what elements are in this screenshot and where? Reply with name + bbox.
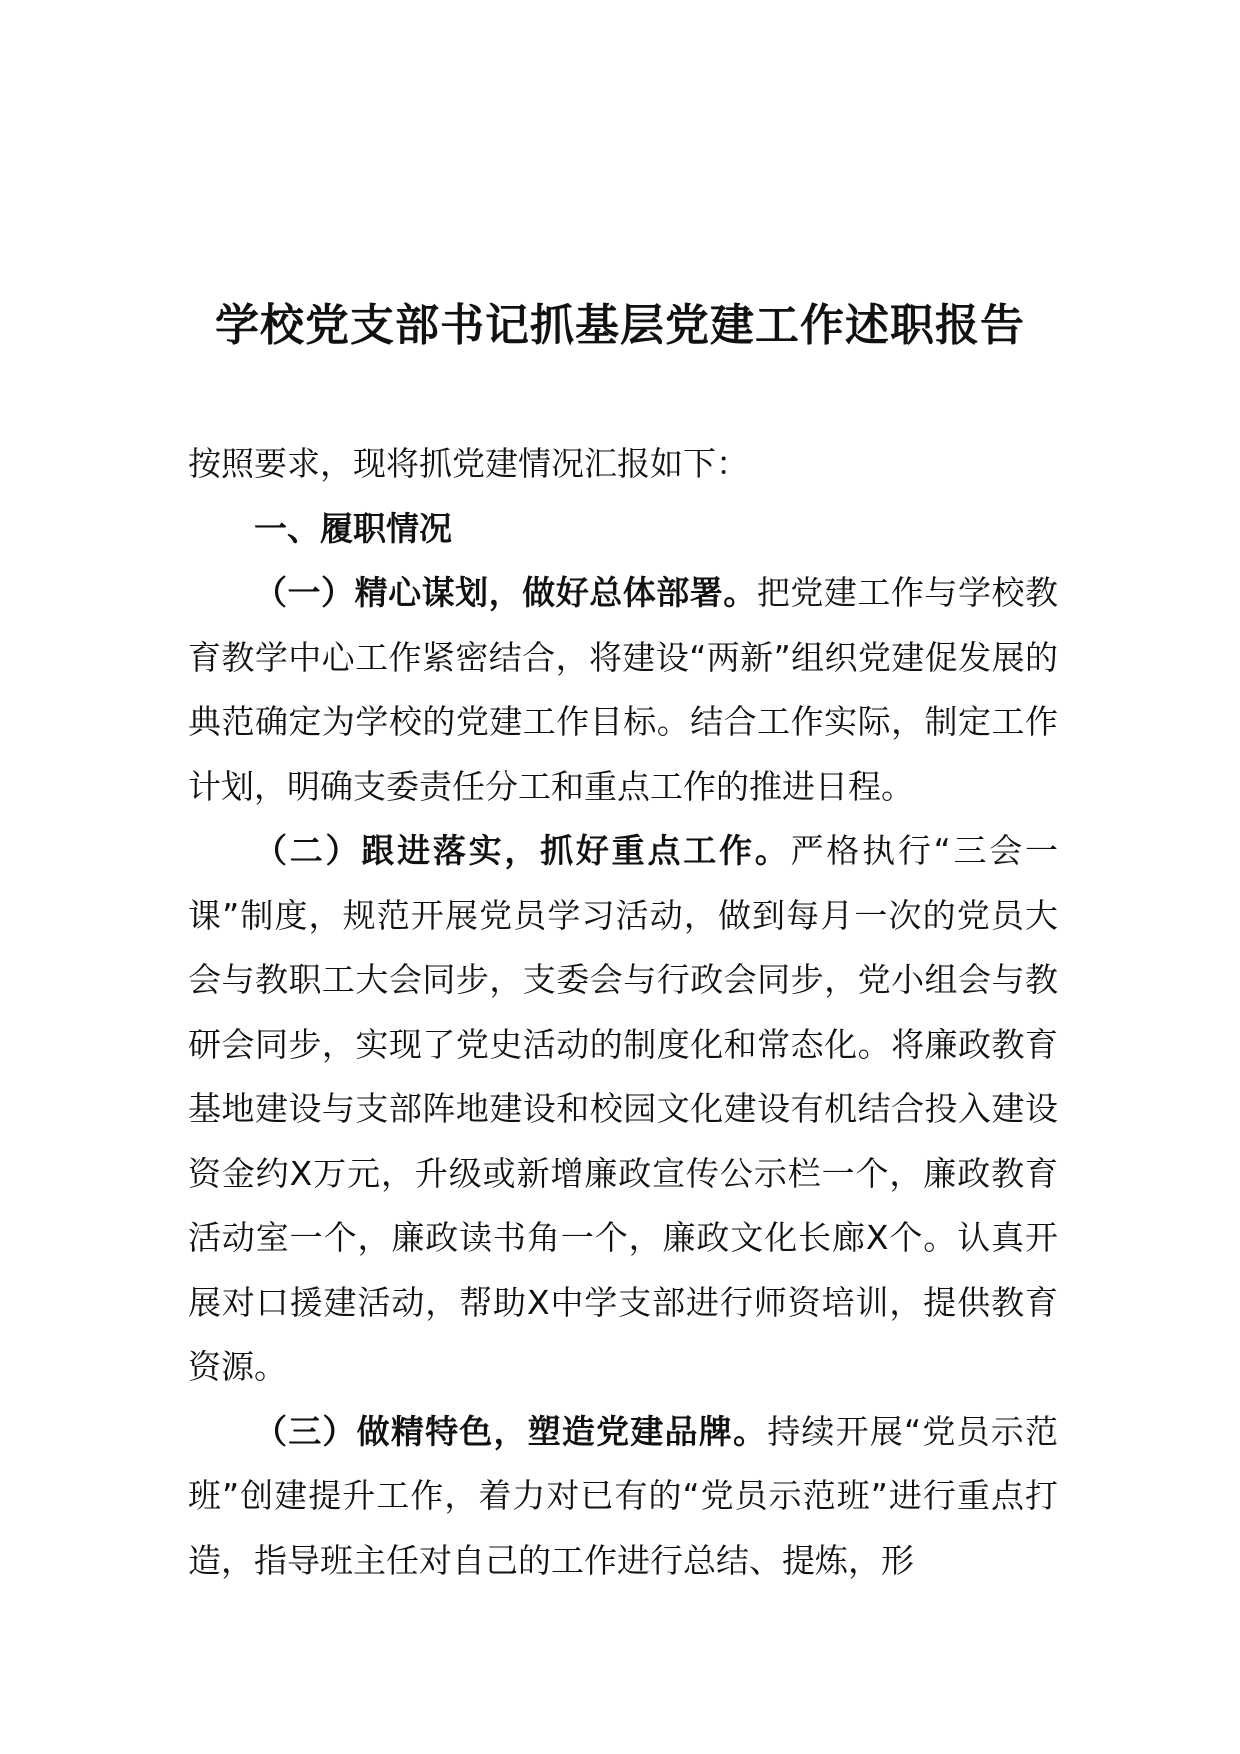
intro-paragraph: 按照要求，现将抓党建情况汇报如下： <box>188 444 749 483</box>
item-lead-3: （三）做精特色，塑造党建品牌。 <box>254 1411 768 1451</box>
item-paragraph-3 <box>188 1400 1058 1594</box>
item-text-2: 严格执行“三会一课”制度，规范开展党员学习活动，做到每月一次的党员大会与教职工大会同步，支委会与行政会同步，党小组会与教研会同步，实现了党史活动的制度化和常态化。将廉政教育基地建设与支部阵地建设和校园文化建设有机结合投入建设资金约X万元，升级或新增廉政宣传公示栏一个，廉政教育活动室一个，廉政读书角一个，廉政文化长廊X个。认真开展对口援建活动，帮助X中学支部进行师资培训，提供教育资源。 <box>188 831 1059 1386</box>
item-lead-2: （二）跟进落实，抓好重点工作。 <box>254 831 791 870</box>
document-title: 学校党支部书记抓基层党建工作述职报告 <box>215 300 1025 351</box>
section-heading: 一、履职情况 <box>254 508 452 548</box>
item-lead-1: （一）精心谋划，做好总体部署。 <box>254 573 757 612</box>
item-text-3: 持续开展“党员示范班”创建提升工作，着力对已有的“党员示范班”进行重点打造，指导班主任对自己的工作进行总结、提炼，形 <box>188 1411 1059 1580</box>
item-paragraph-2 <box>188 819 1058 1400</box>
item-text-1: 把党建工作与学校教育教学中心工作紧密结合，将建设“两新”组织党建促发展的典范确定为学校的党建工作目标。结合工作实际，制定工作计划，明确支委责任分工和重点工作的推进日程。 <box>188 573 1059 806</box>
item-paragraph-1 <box>188 561 1058 819</box>
document-body <box>188 432 1058 1593</box>
